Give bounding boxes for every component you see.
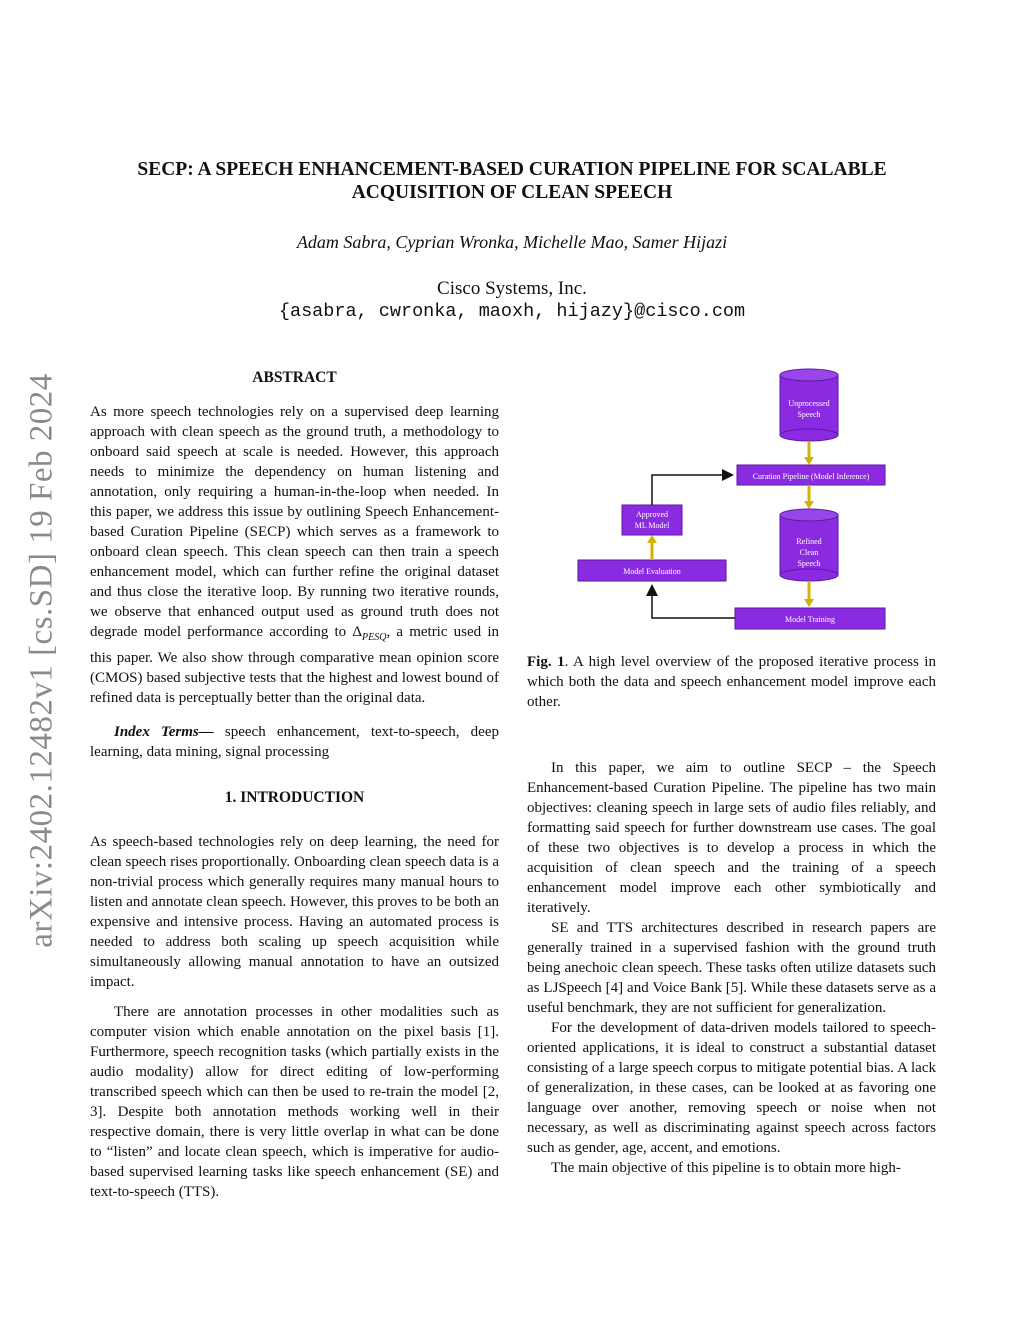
curation-pipeline-box [737,465,885,485]
left-column [90,368,499,1202]
approved-label-1: Approved [636,510,668,519]
figure-caption-text: . A high level overview of the proposed iterative process in which both the data and speech enhancement model improve each other. [527,654,936,710]
intro-paragraph-2: There are annotation processes in other modalities such as computer vision which enable annotation on the pixel basis [1]. Furthermore, speech recognition tasks (which partially exists in the audio modality) allow for direct editing of low-performing transcribed speech which can then be used to re-train the model [2, 3]. Despite both annotation methods working well in their respective domain, there is very little overlap in what can be done to “listen” and locate clean speech, which is imperative for audio-based supervised learning tasks like speech enhancement (SE) and text-to-speech (TTS). [90,1004,499,1200]
arrow-evaluation-to-approved [647,535,657,560]
affiliation: Cisco Systems, Inc. [437,278,587,299]
paper-title [100,158,924,204]
right-paragraph-1: In this paper, we aim to outline SECP – the Speech Enhancement-based Curation Pipeline. The pipeline has two main objectives: cleaning speech in large sets of audio files reliably, and formatting said speech for further downstream use cases. The goal of these two objectives is to develop a process in which the acquisition of clean speech and the training of a speech enhancement model improve each other symbiotically and iteratively. [527,760,936,916]
right-paragraph-2: SE and TTS architectures described in research papers are generally trained in a supervised fashion with the ground truth being anechoic clean speech. These tasks often utilize datasets such as LJSpeech [4] and Voice Bank [5]. While these datasets serve as a useful benchmark, they are not sufficient for generalization. [527,920,936,1016]
abstract-heading: ABSTRACT [252,369,337,386]
metric-delta-symbol: Δ [352,624,363,640]
approved-model-box [622,505,682,535]
unprocessed-label-2: Speech [797,410,821,419]
abstract-text [90,402,499,708]
arrow-approved-to-curation [652,475,731,505]
metric-delta [352,624,387,643]
approved-label-2: ML Model [634,521,670,530]
unprocessed-speech-cylinder [780,369,838,441]
metric-delta-sub: PESQ [362,632,387,643]
arxiv-identifier-text: arXiv:2402.12482v1 [cs.SD] 19 Feb 2024 [23,372,60,948]
index-terms-label: Index Terms— [114,724,214,740]
right-paragraph-4: The main objective of this pipeline is to obtain more high- [551,1160,901,1176]
refined-label-1: Refined [796,537,822,546]
paper-title-line2: ACQUISITION OF CLEAN SPEECH [351,182,673,203]
abstract-text-after: , a metric used in this paper. We also show through comparative mean opinion score (CMOS) based subjective tests that the highest and lowest bound of refined data is perceptually better than the original data. [90,624,499,706]
abstract-text-before: As more speech technologies rely on a supervised deep learning approach with clean speech as the ground truth, a methodology to onboard said speech at scale is needed. However, this approach needs to minimize the dependency on human listening and annotation, only requiring a human-in-the-loop when needed. In this paper, we address this issue by outlining Speech Enhancement-based Curation Pipeline (SECP) which serves as a framework to onboard clean speech. This clean speech can then train a speech enhancement model, which can further refine the original dataset and thus close the iterative loop. By running two iterative rounds, we observe that enhanced output used as ground truth does not degrade model performance according to [90,404,499,640]
curation-label: Curation Pipeline (Model Inference) [752,472,870,481]
arrow-unprocessed-to-curation [804,441,814,465]
right-paragraph-3: For the development of data-driven models tailored to speech-oriented applications, it is ideal to construct a substantial dataset consisting of a large speech corpus to mitigate potential bias. A lack of generalization, in these cases, can be looked at as favoring one language over another, removing speech or noise when not necessary, as well as discriminating against speech across factors such as gender, age, accent, and emotions. [527,1020,936,1156]
model-training-label: Model Training [784,615,836,624]
unprocessed-label-1: Unprocessed [788,399,830,408]
index-terms [90,722,499,762]
paper-title-line1: SECP: A SPEECH ENHANCEMENT-BASED CURATION PIPELINE FOR SCALABLE [137,159,887,180]
intro-heading: 1. INTRODUCTION [224,789,365,806]
right-column [527,652,936,1178]
refined-label-3: Speech [797,559,821,568]
figure-caption-label: Fig. 1 [527,654,565,670]
pipeline-figure [560,365,920,640]
arrow-training-to-evaluation [652,587,735,618]
refined-speech-cylinder [780,509,838,581]
author-emails: {asabra, cwronka, maoxh, hijazy}@cisco.com [278,301,746,322]
intro-paragraph-1: As speech-based technologies rely on deep learning, the need for clean speech rises proportionally. Onboarding clean speech data is a non-trivial process which generally requires many manual hours to listen and annotate clean speech. However, this proves to be both an expensive and intensive process. Having an automated process is needed to address both scaling up speech acquisition while simultaneously allowing manual annotation to have an outsized impact. [90,834,499,990]
author-list: Adam Sabra, Cyprian Wronka, Michelle Mao, Samer Hijazi [296,232,728,252]
model-training-box [735,608,885,629]
model-evaluation-label: Model Evaluation [623,567,681,576]
arrow-curation-to-refined [804,485,814,509]
arxiv-identifier [12,355,72,965]
figure-caption [527,652,936,712]
refined-label-2: Clean [799,548,819,557]
model-evaluation-box [578,560,726,581]
index-terms-text: speech enhancement, text-to-speech, deep learning, data mining, signal processing [90,724,500,760]
arrow-refined-to-training [804,581,814,607]
